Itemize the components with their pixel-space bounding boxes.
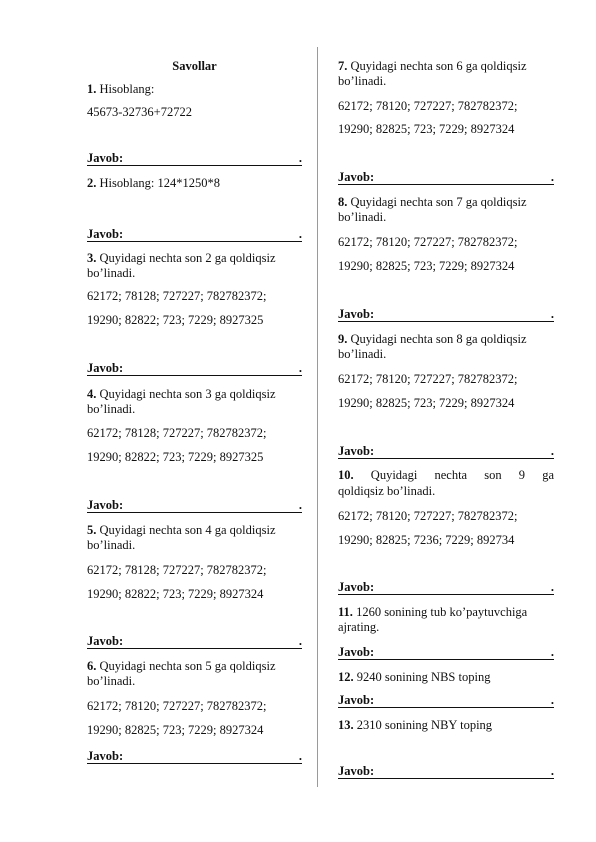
answer-line-9[interactable] [338, 444, 554, 459]
question-number: 13. [338, 718, 354, 732]
answer-end: . [550, 764, 554, 778]
question-4-numbers-line-1: 62172; 78128; 727227; 782782372; [87, 426, 267, 440]
answer-line-1[interactable] [87, 151, 302, 166]
question-10 [338, 468, 554, 483]
question-number: 2. [87, 176, 97, 190]
answer-end: . [550, 693, 554, 707]
answer-line-10[interactable] [338, 580, 554, 595]
answer-line-4[interactable] [87, 498, 302, 513]
question-9-numbers-line-1: 62172; 78120; 727227; 782782372; [338, 372, 518, 386]
answer-label: Javob: [87, 634, 124, 648]
answer-line-7[interactable] [338, 170, 554, 185]
question-6 [87, 659, 302, 689]
question-9-numbers-line-2: 19290; 82825; 723; 7229; 8927324 [338, 396, 515, 410]
question-number: 5. [87, 523, 97, 537]
column-divider [317, 47, 318, 787]
answer-end: . [550, 645, 554, 659]
question-text: Quyidagi nechta son 3 ga qoldiqsiz bo’linadi. [87, 387, 276, 416]
question-8 [338, 195, 554, 225]
answer-label: Javob: [338, 580, 375, 594]
question-number: 12. [338, 670, 354, 684]
answer-label: Javob: [338, 764, 375, 778]
question-number: 3. [87, 251, 97, 265]
question-text: Hisoblang: [99, 82, 155, 96]
answer-line-12[interactable] [338, 693, 554, 708]
question-number: 11. [338, 605, 353, 619]
answer-end: . [550, 307, 554, 321]
answer-line-5[interactable] [87, 634, 302, 649]
question-text: Quyidagi nechta son 8 ga qoldiqsiz bo’linadi. [338, 332, 527, 361]
answer-label: Javob: [87, 151, 124, 165]
answer-end: . [550, 170, 554, 184]
answer-label: Javob: [87, 227, 124, 241]
question-text: Quyidagi nechta son 2 ga qoldiqsiz bo’linadi. [87, 251, 276, 280]
answer-end: . [298, 361, 302, 375]
answer-label: Javob: [87, 361, 124, 375]
question-8-numbers-line-1: 62172; 78120; 727227; 782782372; [338, 235, 518, 249]
question-13 [338, 718, 492, 733]
question-3 [87, 251, 302, 281]
question-text: Hisoblang: 124*1250*8 [99, 176, 220, 190]
question-number: 9. [338, 332, 348, 346]
answer-end: . [298, 498, 302, 512]
answer-label: Javob: [338, 693, 375, 707]
answer-line-11[interactable] [338, 645, 554, 660]
question-7-numbers-line-2: 19290; 82825; 723; 7229; 8927324 [338, 122, 515, 136]
question-11 [338, 605, 554, 635]
answer-line-3[interactable] [87, 361, 302, 376]
question-number: 4. [87, 387, 97, 401]
question-9 [338, 332, 554, 362]
answer-label: Javob: [338, 444, 375, 458]
question-10-numbers-line-2: 19290; 82825; 7236; 7229; 892734 [338, 533, 515, 547]
question-number: 1. [87, 82, 97, 96]
question-6-numbers-line-2: 19290; 82825; 723; 7229; 8927324 [87, 723, 264, 737]
question-8-numbers-line-2: 19290; 82825; 723; 7229; 8927324 [338, 259, 515, 273]
answer-label: Javob: [87, 749, 124, 763]
answer-end: . [550, 444, 554, 458]
question-text: Quyidagi nechta son 9 ga [370, 468, 554, 482]
question-text: 9240 sonining NBS toping [356, 670, 491, 684]
question-text: 1260 sonining tub ko’paytuvchiga ajrating. [338, 605, 528, 634]
question-3-numbers-line-1: 62172; 78128; 727227; 782782372; [87, 289, 267, 303]
answer-end: . [298, 227, 302, 241]
question-5-numbers-line-1: 62172; 78128; 727227; 782782372; [87, 563, 267, 577]
question-text: Quyidagi nechta son 5 ga qoldiqsiz bo’linadi. [87, 659, 276, 688]
question-1 [87, 82, 154, 97]
answer-label: Javob: [338, 645, 375, 659]
question-5 [87, 523, 302, 553]
answer-end: . [298, 634, 302, 648]
question-2 [87, 176, 220, 191]
question-text: Quyidagi nechta son 7 ga qoldiqsiz bo’linadi. [338, 195, 527, 224]
question-10-text-line-2: qoldiqsiz bo’linadi. [338, 484, 436, 498]
question-1-expression: 45673-32736+72722 [87, 105, 192, 119]
question-3-numbers-line-2: 19290; 82822; 723; 7229; 8927325 [87, 313, 264, 327]
answer-label: Javob: [338, 307, 375, 321]
page-title: Savollar [172, 59, 217, 73]
question-5-numbers-line-2: 19290; 82822; 723; 7229; 8927324 [87, 587, 264, 601]
answer-label: Javob: [338, 170, 375, 184]
question-number: 8. [338, 195, 348, 209]
question-text: Quyidagi nechta son 6 ga qoldiqsiz bo’linadi. [338, 59, 527, 88]
answer-label: Javob: [87, 498, 124, 512]
question-4 [87, 387, 302, 417]
question-7-numbers-line-1: 62172; 78120; 727227; 782782372; [338, 99, 518, 113]
question-4-numbers-line-2: 19290; 82822; 723; 7229; 8927325 [87, 450, 264, 464]
answer-end: . [550, 580, 554, 594]
answer-line-6[interactable] [87, 749, 302, 764]
question-6-numbers-line-1: 62172; 78120; 727227; 782782372; [87, 699, 267, 713]
question-number: 6. [87, 659, 97, 673]
question-7 [338, 59, 554, 89]
question-12 [338, 670, 490, 685]
question-10-numbers-line-1: 62172; 78120; 727227; 782782372; [338, 509, 518, 523]
answer-end: . [298, 749, 302, 763]
question-text: Quyidagi nechta son 4 ga qoldiqsiz bo’linadi. [87, 523, 276, 552]
answer-line-8[interactable] [338, 307, 554, 322]
answer-end: . [298, 151, 302, 165]
question-text: 2310 sonining NBY toping [356, 718, 493, 732]
question-number: 10. [338, 468, 354, 482]
answer-line-2[interactable] [87, 227, 302, 242]
question-number: 7. [338, 59, 348, 73]
answer-line-13[interactable] [338, 764, 554, 779]
